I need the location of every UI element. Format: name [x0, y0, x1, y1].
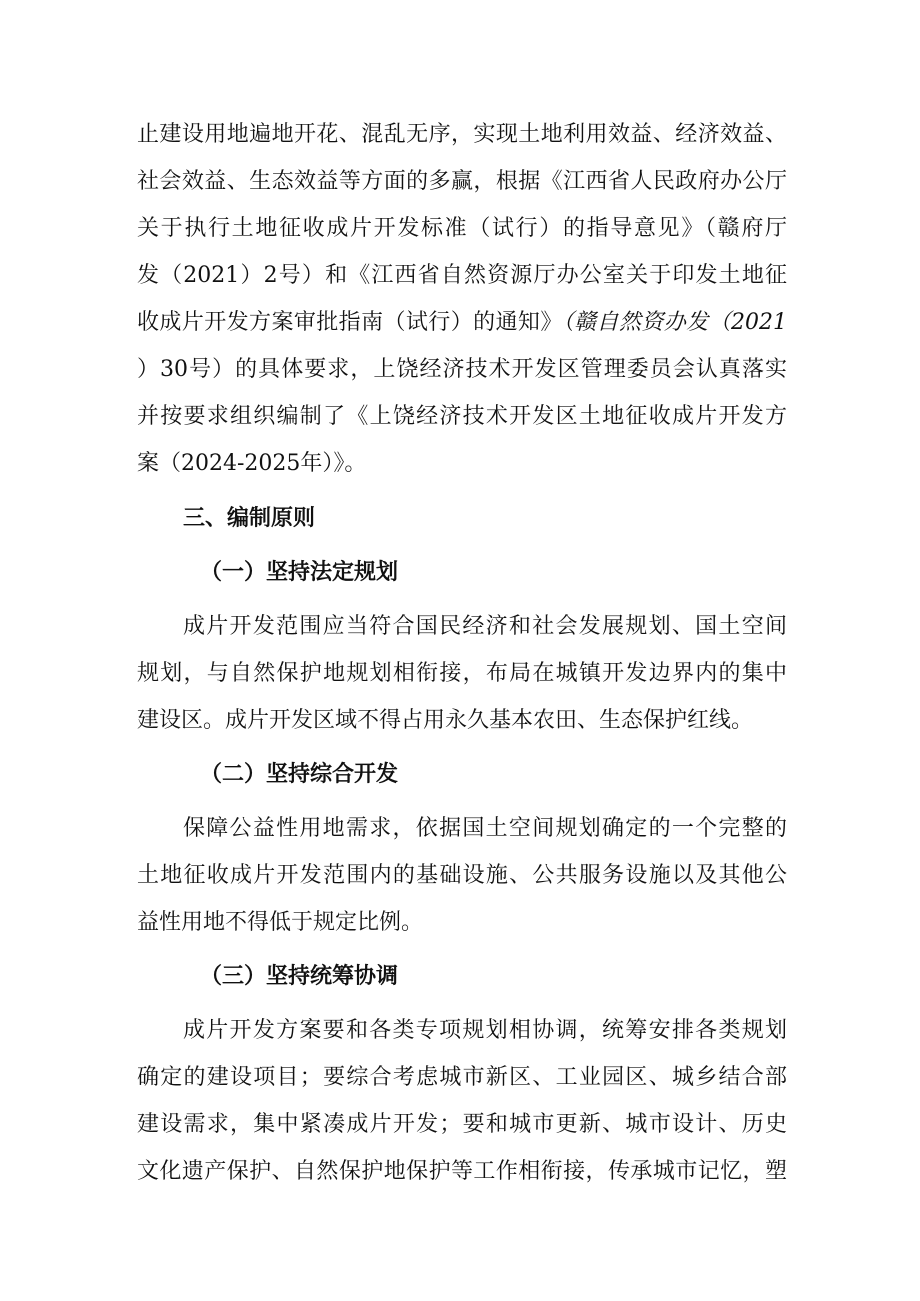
subsection-heading: （一）坚持法定规划: [200, 559, 399, 585]
paragraph-line: 关于执行土地征收成片开发标准（试行）的指导意见》（赣府厅: [137, 216, 787, 241]
subsection-heading: （二）坚持综合开发: [200, 761, 399, 787]
paragraph-line: ）30号）的具体要求，上饶经济技术开发区管理委员会认真落实: [137, 357, 787, 382]
subsection-heading: （三）坚持统筹协调: [200, 963, 399, 989]
paragraph-line: 益性用地不得低于规定比例。: [137, 910, 424, 935]
paragraph-line: [137, 301, 787, 345]
paragraph-line: 止建设用地遍地开花、混乱无序，实现土地利用效益、经济效益、: [137, 122, 787, 147]
paragraph-line: 成片开发范围应当符合国民经济和社会发展规划、国土空间: [183, 614, 787, 639]
paragraph-line: 发（2021）2号）和《江西省自然资源厅办公室关于印发土地征: [137, 263, 787, 288]
section-heading: 三、编制原则: [183, 505, 316, 531]
paragraph-line: 并按要求组织编制了《上饶经济技术开发区土地征收成片开发方: [137, 404, 787, 429]
paragraph-line: 成片开发方案要和各类专项规划相协调，统筹安排各类规划: [183, 1018, 787, 1043]
paragraph-line: 土地征收成片开发范围内的基础设施、公共服务设施以及其他公: [137, 863, 787, 888]
paragraph-line: 案（2024-2025年）》。: [137, 451, 367, 476]
document-number-text: （赣自然资办发（2021: [562, 310, 787, 335]
paragraph-line: 确定的建设项目；要综合考虑城市新区、工业园区、城乡结合部: [137, 1065, 787, 1090]
paragraph-line: 建设需求，集中紧凑成片开发；要和城市更新、城市设计、历史: [137, 1112, 787, 1137]
paragraph-line: 文化遗产保护、自然保护地保护等工作相衔接，传承城市记忆，塑: [137, 1159, 787, 1184]
paragraph-line: 社会效益、生态效益等方面的多赢，根据《江西省人民政府办公厅: [137, 169, 787, 194]
paragraph-line: 规划，与自然保护地规划相衔接，布局在城镇开发边界内的集中: [137, 661, 787, 686]
paragraph-line: 保障公益性用地需求，依据国土空间规划确定的一个完整的: [183, 816, 787, 841]
notice-title-text: 收成片开发方案审批指南（试行）的通知》: [137, 310, 563, 335]
paragraph-line: 建设区。成片开发区域不得占用永久基本农田、生态保护红线。: [137, 708, 754, 733]
